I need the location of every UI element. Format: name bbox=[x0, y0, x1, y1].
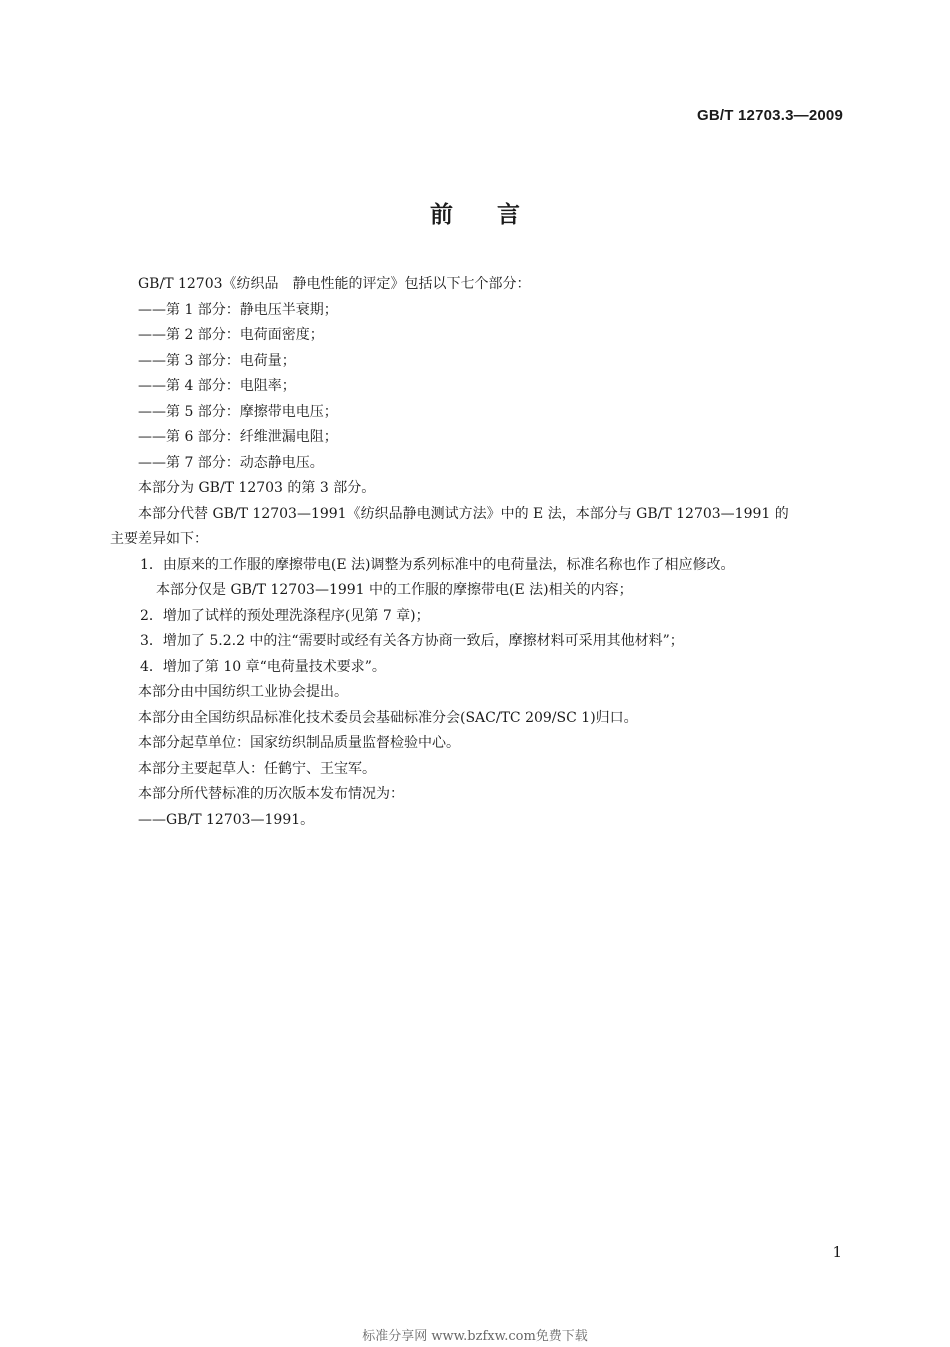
this-part-paragraph: 本部分为 GB/T 12703 的第 3 部分。 bbox=[138, 480, 376, 496]
difference-item-1-line1: 1．由原来的工作服的摩擦带电(E 法)调整为系列标准中的电荷量法，标准名称也作了相应修改。 bbox=[140, 556, 735, 573]
drafting-unit-paragraph: 本部分起草单位：国家纺织制品质量监督检验中心。 bbox=[138, 735, 460, 751]
difference-item-4: 4．增加了第 10 章“电荷量技术要求”。 bbox=[140, 658, 386, 675]
preface-body bbox=[110, 272, 852, 833]
difference-item-3: 3．增加了 5.2.2 中的注“需要时或经有关各方协商一致后，摩擦材料可采用其他材料”； bbox=[140, 633, 684, 649]
page-number: 1 bbox=[832, 1243, 842, 1261]
replace-paragraph-line2: 主要差异如下： bbox=[110, 531, 208, 547]
standard-code: GB/T 12703.3—2009 bbox=[697, 107, 843, 124]
centralized-paragraph: 本部分由全国纺织品标准化技术委员会基础标准分会(SAC/TC 209/SC 1)归口。 bbox=[138, 709, 638, 726]
difference-item-2: 2．增加了试样的预处理洗涤程序(见第 7 章)； bbox=[140, 607, 430, 624]
page-title: 前言 bbox=[430, 202, 564, 228]
footer-watermark: 标准分享网 www.bzfxw.com免费下载 bbox=[362, 1329, 588, 1344]
replace-paragraph-line1: 本部分代替 GB/T 12703—1991《纺织品静电测试方法》中的 E 法，本部分与 GB/T 12703—1991 的 bbox=[138, 505, 789, 522]
proposed-paragraph: 本部分由中国纺织工业协会提出。 bbox=[138, 684, 348, 700]
part-item: ——第 2 部分：电荷面密度； bbox=[138, 327, 324, 343]
part-item: ——第 4 部分：电阻率； bbox=[138, 378, 296, 394]
part-item: ——第 3 部分：电荷量； bbox=[138, 352, 296, 369]
history-intro-paragraph: 本部分所代替标准的历次版本发布情况为： bbox=[138, 786, 404, 802]
history-item: ——GB/T 12703—1991。 bbox=[138, 811, 315, 828]
part-item: ——第 7 部分：动态静电压。 bbox=[138, 454, 324, 471]
drafters-paragraph: 本部分主要起草人：任鹤宁、王宝军。 bbox=[138, 760, 376, 777]
part-item: ——第 1 部分：静电压半衰期； bbox=[138, 301, 338, 318]
part-item: ——第 5 部分：摩擦带电电压； bbox=[138, 403, 338, 420]
part-item: ——第 6 部分：纤维泄漏电阻； bbox=[138, 429, 338, 445]
difference-item-1-line2: 本部分仅是 GB/T 12703—1991 中的工作服的摩擦带电(E 法)相关的内容； bbox=[156, 582, 633, 598]
intro-paragraph: GB/T 12703《纺织品 静电性能的评定》包括以下七个部分： bbox=[138, 276, 531, 292]
